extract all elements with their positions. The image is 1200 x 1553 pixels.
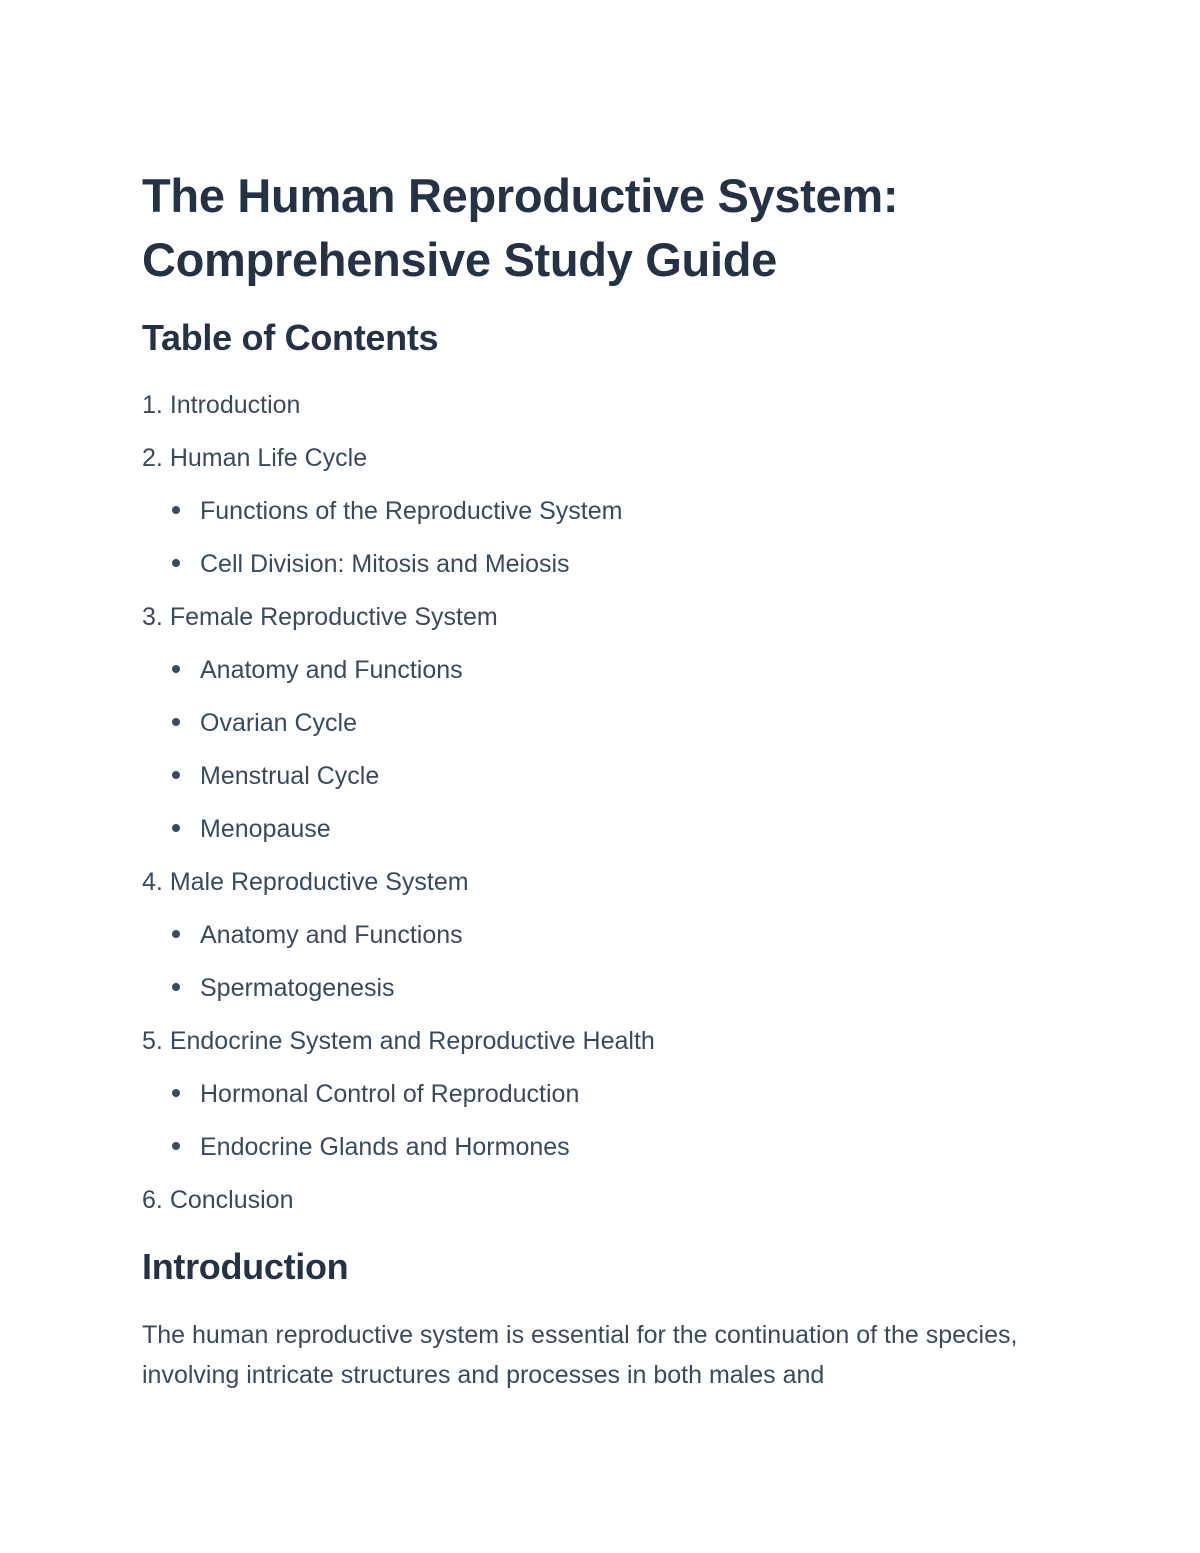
- toc-item-number: 1.: [142, 391, 163, 419]
- toc-subitem: [172, 756, 379, 796]
- bullet-icon: [172, 771, 180, 779]
- bullet-icon: [172, 1089, 180, 1097]
- toc-subitem-label: Anatomy and Functions: [200, 921, 463, 949]
- toc-subitem: [172, 809, 331, 849]
- toc-item-number: 4.: [142, 868, 163, 896]
- toc-subitem-label: Functions of the Reproductive System: [200, 497, 623, 525]
- bullet-icon: [172, 718, 180, 726]
- toc-subitem: [172, 544, 570, 584]
- introduction-paragraph: The human reproductive system is essential for the continuation of the species, involving intricate structures and processes in both males and: [142, 1321, 1018, 1389]
- toc-item: [142, 597, 498, 637]
- bullet-icon: [172, 824, 180, 832]
- toc-subitem: [172, 1074, 579, 1114]
- document-title-line-2: Comprehensive Study Guide: [142, 233, 777, 286]
- toc-subitem: [172, 491, 622, 531]
- toc-subitem-label: Menstrual Cycle: [200, 762, 380, 790]
- bullet-icon: [172, 506, 180, 514]
- toc-item: [142, 1021, 655, 1061]
- toc-item-number: 5.: [142, 1027, 163, 1055]
- toc-item-number: 2.: [142, 444, 163, 472]
- toc-subitem-label: Anatomy and Functions: [200, 656, 463, 684]
- toc-subitem-label: Cell Division: Mitosis and Meiosis: [200, 550, 570, 578]
- toc-subitem-label: Spermatogenesis: [200, 974, 395, 1002]
- toc-subitem: [172, 650, 463, 690]
- bullet-icon: [172, 930, 180, 938]
- document-title-line-1: The Human Reproductive System:: [142, 169, 899, 222]
- toc-item: [142, 438, 367, 478]
- bullet-icon: [172, 559, 180, 567]
- toc-subitem-label: Endocrine Glands and Hormones: [200, 1133, 570, 1161]
- bullet-icon: [172, 665, 180, 673]
- document-title: [142, 164, 1042, 292]
- toc-subitem: [172, 703, 357, 743]
- toc-item-label: Human Life Cycle: [169, 444, 368, 472]
- toc-subitem: [172, 1127, 570, 1167]
- toc-subitem-label: Ovarian Cycle: [200, 709, 357, 737]
- toc-item-label: Introduction: [169, 391, 301, 419]
- toc-item-number: 3.: [142, 603, 163, 631]
- toc-subitem: [172, 968, 395, 1008]
- toc-item-label: Female Reproductive System: [169, 603, 498, 631]
- toc-item-label: Endocrine System and Reproductive Health: [169, 1027, 655, 1055]
- toc-item-label: Male Reproductive System: [169, 868, 469, 896]
- toc-subitem-label: Hormonal Control of Reproduction: [200, 1080, 580, 1108]
- toc-subitem-label: Menopause: [200, 815, 331, 843]
- toc-item-number: 6.: [142, 1186, 163, 1214]
- bullet-icon: [172, 1142, 180, 1150]
- toc-heading: Table of Contents: [142, 317, 439, 358]
- toc-item: [142, 1180, 294, 1220]
- section-heading-introduction: Introduction: [142, 1246, 349, 1287]
- bullet-icon: [172, 983, 180, 991]
- toc-subitem: [172, 915, 463, 955]
- toc-item-label: Conclusion: [169, 1186, 294, 1214]
- toc-item: [142, 385, 300, 425]
- toc-item: [142, 862, 469, 902]
